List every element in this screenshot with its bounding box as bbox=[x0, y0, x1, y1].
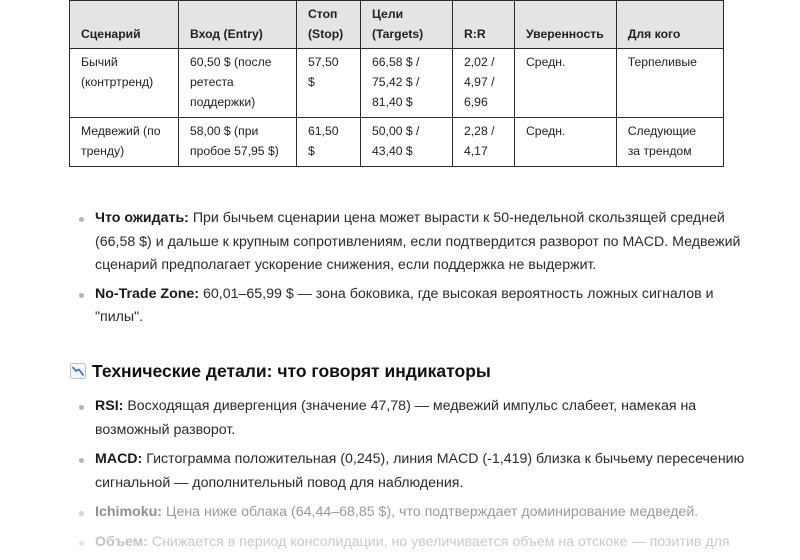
item-label: Что ожидать: bbox=[95, 210, 189, 226]
header-scenario: Сценарий bbox=[70, 1, 179, 49]
table-header-row bbox=[70, 1, 724, 49]
cell-stop: 57,50 $ bbox=[297, 49, 361, 118]
list-item bbox=[78, 283, 758, 330]
header-stop: Стоп (Stop) bbox=[297, 1, 361, 49]
cell-rr: 2,28 / 4,17 bbox=[453, 118, 515, 167]
list-item bbox=[78, 531, 758, 555]
bullet-dot bbox=[79, 293, 84, 298]
cell-audience: Терпеливые bbox=[616, 49, 723, 118]
list-item bbox=[78, 395, 758, 442]
bullet-dot bbox=[79, 217, 84, 222]
table-row bbox=[70, 118, 724, 167]
list-item bbox=[78, 207, 758, 278]
header-entry: Вход (Entry) bbox=[179, 1, 297, 49]
cell-targets: 66,58 $ / 75,42 $ / 81,40 $ bbox=[361, 49, 453, 118]
list-item bbox=[78, 448, 758, 495]
expectations-list bbox=[78, 207, 758, 330]
indicators-list bbox=[78, 395, 758, 560]
item-text: 60,01–65,99 $ — зона боковика, где высокая вероятность ложных сигналов и "пилы". bbox=[95, 285, 714, 325]
item-label: RSI: bbox=[95, 398, 124, 414]
cell-confidence: Средн. bbox=[515, 49, 617, 118]
item-text: Гистограмма положительная (0,245), линия MACD (-1,419) близка к бычьему пересечению сигнальной — дополнительный повод для наблюдения. bbox=[95, 451, 745, 491]
item-label: MACD: bbox=[95, 451, 143, 467]
header-confidence: Уверенность bbox=[515, 1, 617, 49]
item-label: Ichimoku: bbox=[95, 504, 163, 520]
item-text: Восходящая дивергенция (значение 47,78) — медвежий импульс слабеет, намекая на возможный разворот. bbox=[95, 398, 697, 438]
table-row bbox=[70, 49, 724, 118]
bullet-dot bbox=[79, 458, 84, 463]
bullet-dot bbox=[79, 541, 84, 546]
cell-entry: 58,00 $ (при пробое 57,95 $) bbox=[179, 118, 297, 167]
section-title: Технические детали: что говорят индикаторы bbox=[92, 360, 491, 381]
bullet-dot bbox=[79, 511, 84, 516]
cell-audience: Следующие за трендом bbox=[616, 118, 723, 167]
header-targets: Цели (Targets) bbox=[361, 1, 453, 49]
chart-decreasing-icon bbox=[70, 363, 86, 379]
item-text: Снижается в период консолидации, но увеличивается объем на отскоке — позитив для bbox=[147, 533, 730, 550]
cell-stop: 61,50 $ bbox=[297, 118, 361, 167]
header-audience: Для кого bbox=[616, 1, 723, 49]
scenarios-table bbox=[69, 0, 724, 167]
item-label: No-Trade Zone: bbox=[95, 285, 200, 302]
cell-scenario: Бычий (контртренд) bbox=[70, 49, 179, 118]
item-text: При бычьем сценарии цена может вырасти к 50-недельной скользящей средней (66,58 $) и дальше к крупным сопротивлениям, если подтвердится разворот по MACD. Медвежий сценарий предполагает ускорение снижения, если поддержка не выдержит. bbox=[95, 210, 741, 273]
cell-rr: 2,02 / 4,97 / 6,96 bbox=[453, 49, 515, 118]
header-rr: R:R bbox=[453, 1, 515, 49]
cell-scenario: Медвежий (по тренду) bbox=[70, 118, 179, 167]
section-heading bbox=[70, 358, 491, 384]
cell-targets: 50,00 $ / 43,40 $ bbox=[361, 118, 453, 167]
bullet-dot bbox=[79, 405, 84, 410]
item-text: Цена ниже облака (64,44–68,85 $), что подтверждает доминирование медведей. bbox=[162, 504, 699, 520]
list-item bbox=[78, 501, 758, 525]
cell-confidence: Средн. bbox=[515, 118, 617, 167]
cell-entry: 60,50 $ (после ретеста поддержки) bbox=[179, 49, 297, 118]
item-label: Объем: bbox=[95, 533, 148, 550]
